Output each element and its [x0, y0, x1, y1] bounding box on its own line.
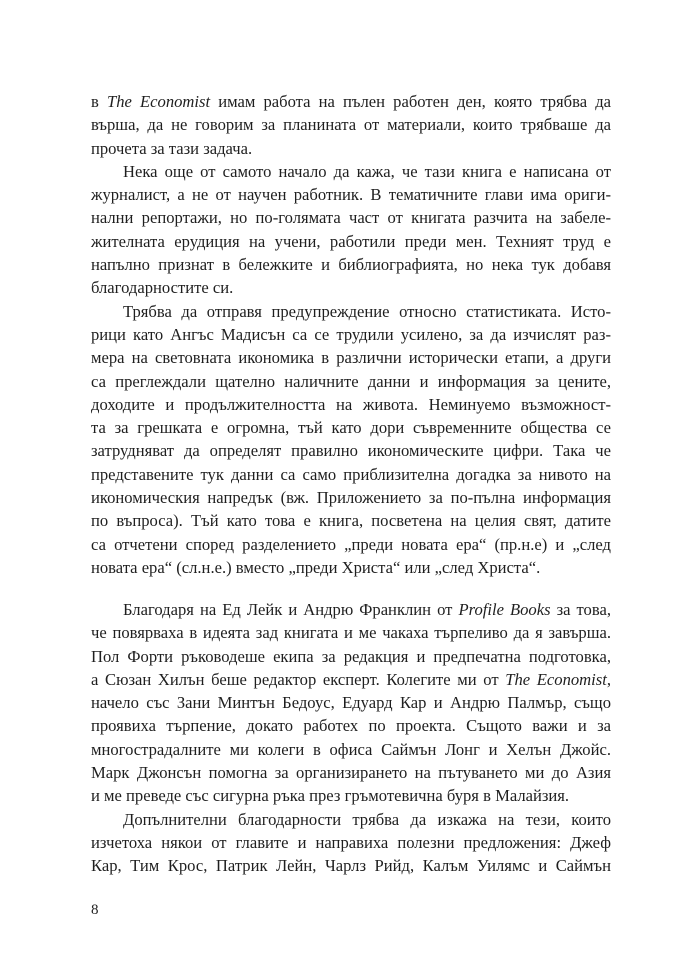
text-line: прочета за тази задача.	[91, 138, 253, 158]
italic-title-the-economist: The Economist	[106, 92, 211, 111]
paragraph-first-line: Трябва да отправя предупреждение относно статистиката. Исто-	[123, 301, 611, 321]
text-line: та за грешката е огромна, тъй като дори съвременните общества се	[91, 418, 611, 438]
text-line: а Сюзан Хилън беше редактор експерт. Колегите ми от The Economist,	[91, 669, 612, 689]
text-line: нални репортажи, но по-голямата част от книгата разчита на забеле-	[91, 208, 611, 228]
text-line: журналист, а не от научен работник. В тематичните глави има ориги-	[91, 185, 611, 205]
text-line: представените тук данни са само приблизителна догадка за нивото на	[91, 464, 611, 484]
text-line: жителната ерудиция на учени, работили преди мен. Техният труд е	[91, 231, 611, 251]
text-line: икономическия напредък (вж. Приложението за по-пълна информация	[91, 488, 611, 508]
paragraph-first-line: Нека още от самото начало да кажа, че тази книга е написана от	[123, 161, 611, 181]
text-line: Кар, Тим Крос, Патрик Лейн, Чарлз Рийд, Калъм Уилямс и Саймън	[91, 856, 611, 876]
text-line: по въпроса). Тъй като това е книга, посветена на целия свят, датите	[91, 511, 611, 531]
text-line: мера на световната икономика в различни исторически етапи, а други	[91, 348, 611, 368]
text-line: доходите и продължителността на живота. Неминуемо възможност-	[91, 394, 611, 414]
text-line: проявиха търпение, докато работех по проекта. Същото важи и за	[91, 716, 611, 736]
text-line: начело със Зани Минтън Бедоус, Едуард Кар и Андрю Палмър, също	[91, 693, 611, 713]
text-line: че повярваха в идеята зад книгата и ме чакаха търпеливо да я завърша.	[91, 623, 611, 643]
text-line: в The Economist имам работа на пълен работен ден, която трябва да	[91, 92, 612, 111]
page-number: 8	[91, 902, 99, 918]
text-line: благодарностите си.	[91, 278, 234, 298]
text-line: затрудняват да определят правилно икономическите цифри. Така че	[91, 441, 611, 461]
text-line: изчетоха някои от главите и направиха полезни предложения: Джеф	[91, 832, 611, 852]
text-line: рици като Ангъс Мадисън са се трудили усилено, за да изчислят раз-	[91, 324, 611, 344]
text-line: Марк Джонсън помогна за организирането на пътуването ми до Азия	[91, 763, 611, 783]
text-line: многострадалните ми колеги в офиса Саймън Лонг и Хелън Джойс.	[91, 739, 611, 759]
text-line: новата ера“ (сл.н.е.) вместо „преди Христа“ или „след Христа“.	[91, 557, 541, 577]
paragraph-first-line: Благодаря на Ед Лейк и Андрю Франклин от Profile Books за това,	[123, 600, 611, 619]
text-line: са отчетени според разделението „преди новата ера“ (пр.н.е) и „след	[91, 534, 611, 554]
text-line: са преглеждали щателно наличните данни и информация за цените,	[91, 371, 611, 391]
text-line: напълно признат в бележките и библиографията, но нека тук добавя	[91, 255, 611, 275]
text-line: Пол Форти ръководеше екипа за редакция и предпечатна подготовка,	[91, 646, 611, 666]
paragraph-first-line: Допълнителни благодарности трябва да изкажа на тези, които	[123, 809, 611, 829]
italic-title-the-economist: The Economist	[505, 669, 607, 689]
text-line: върша, да не говорим за планината от материали, които трябваше да	[91, 115, 611, 135]
text-section-2	[91, 598, 611, 878]
italic-title-profile-books: Profile Books	[458, 600, 551, 619]
text-section-1	[91, 90, 611, 579]
text-line: и ме преведе със сигурна ръка през гръмотевична буря в Малайзия.	[91, 786, 570, 806]
